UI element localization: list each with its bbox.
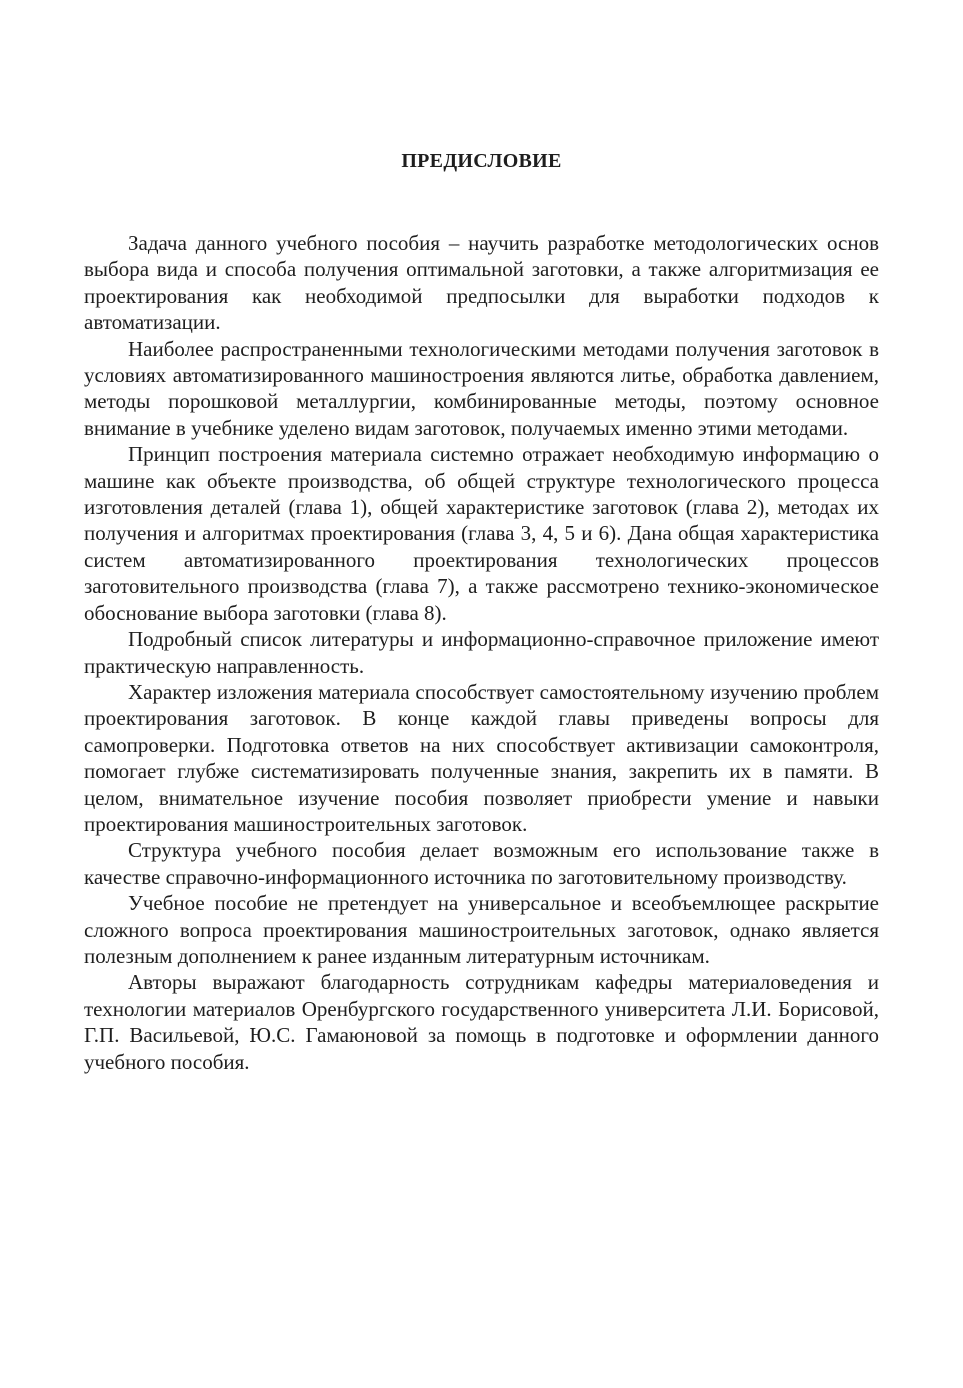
page-title: ПРЕДИСЛОВИЕ [401,150,562,172]
paragraph-5: Характер изложения материала способствует самостоятельному изучению проблем проектирования заготовок. В конце каждой главы приведены вопросы для самопроверки. Подготовка ответов на них способствует активизации самоконтроля, помогает глубже систематизировать полученные знания, закрепить их в памяти. В целом, внимательное изучение пособия позволяет приобрести умение и навыки проектирования машиностроительных заготовок. [84,679,879,836]
paragraph-7: Учебное пособие не претендует на универсальное и всеобъемлющее раскрытие сложного вопроса проектирования машиностроительных заготовок, однако является полезным дополнением к ранее изданным литературным источникам. [84,891,879,968]
paragraph-4: Подробный список литературы и информационно-справочное приложение имеют практическую направленность. [84,627,879,678]
paragraph-2: Наиболее распространенными технологическими методами получения заготовок в условиях автоматизированного машиностроения являются литье, обработка давлением, методы порошковой металлургии, комбинированные методы, поэтому основное внимание в учебнике уделено видам заготовок, получаемых именно этими методами. [84,336,879,440]
paragraph-6: Структура учебного пособия делает возможным его использование также в качестве справочно-информационного источника по заготовительному производству. [84,838,879,889]
preface-body [84,230,879,1075]
paragraph-1: Задача данного учебного пособия – научить разработке методологических основ выбора вида и способа получения оптимальной заготовки, а также алгоритмизация ее проектирования как необходимой предпосылки для выработки подходов к автоматизации. [84,231,879,335]
paragraph-8: Авторы выражают благодарность сотрудникам кафедры материаловедения и технологии материалов Оренбургского государственного университета Л.И. Борисовой, Г.П. Васильевой, Ю.С. Гамаюновой за помощь в подготовке и оформлении данного учебного пособия. [84,970,879,1074]
paragraph-3: Принцип построения материала системно отражает необходимую информацию о машине как объекте производства, об общей структуре технологического процесса изготовления деталей (глава 1), общей характеристике заготовок (глава 2), методах их получения и алгоритмах проектирования (глава 3, 4, 5 и 6). Дана общая характеристика систем автоматизированного проектирования технологических процессов заготовительного производства (глава 7), а также рассмотрено технико-экономическое обоснование выбора заготовки (глава 8). [84,442,879,625]
